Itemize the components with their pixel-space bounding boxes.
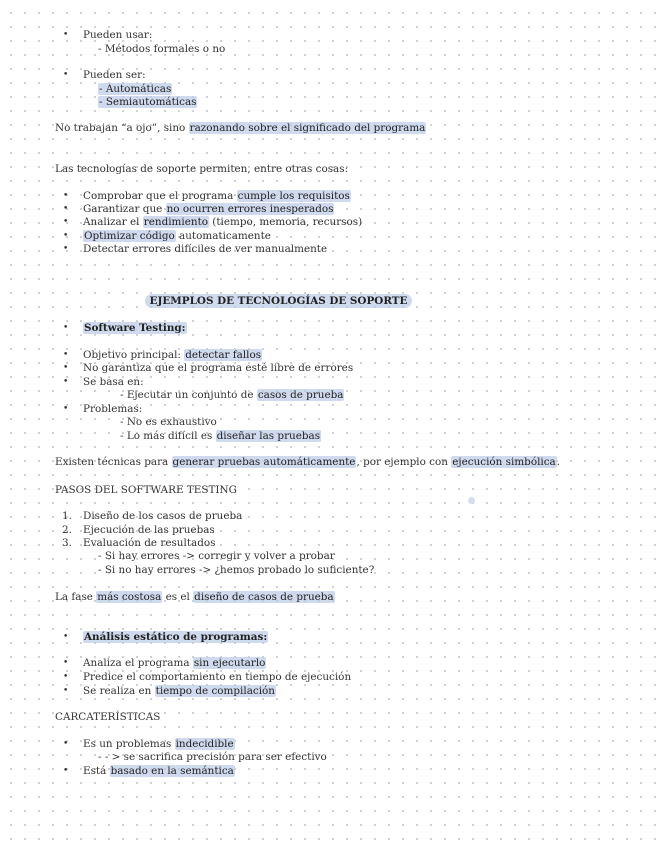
highlight: tiempo de compilación xyxy=(155,685,275,697)
metodos-text: - Métodos formales o no xyxy=(98,43,226,55)
text: automaticamente xyxy=(175,230,271,242)
analisis-item-1 xyxy=(83,657,266,670)
highlight: Software Testing: xyxy=(84,322,186,334)
text: - Ejecutar un conjunto de xyxy=(120,389,257,401)
testing-garantiza: No garantiza que el programa esté libre de errores xyxy=(83,362,354,374)
fase-paragraph xyxy=(55,591,335,604)
text: (tiempo, memoria, recursos) xyxy=(209,216,363,228)
analisis-title xyxy=(83,631,268,644)
text: Se realiza en xyxy=(83,685,155,697)
testing-exhaustivo: - No es exhaustivo xyxy=(120,416,217,428)
soporte-item-3 xyxy=(83,216,362,229)
paso-3a: - Si hay errores -> corregir y volver a probar xyxy=(98,550,335,562)
step-number: 2. xyxy=(62,524,72,536)
text: Analizar el xyxy=(83,216,143,228)
bullet: • xyxy=(63,766,69,776)
highlight: basado en la semántica xyxy=(110,765,234,777)
highlight: diseño de casos de prueba xyxy=(194,591,334,603)
highlight: indecidible xyxy=(175,738,234,750)
highlight: - Semiautomáticas xyxy=(99,96,197,108)
testing-dificil xyxy=(120,430,321,443)
bullet: • xyxy=(63,217,69,227)
bullet: • xyxy=(63,404,69,414)
paso-3: Evaluación de resultados xyxy=(83,537,216,549)
text: . xyxy=(556,456,561,468)
automaticas-text xyxy=(98,83,172,96)
caracteristicas-item-2 xyxy=(83,765,235,778)
highlight: cumple los requisitos xyxy=(237,190,350,202)
text: es el xyxy=(162,591,194,603)
soporte-item-2 xyxy=(83,203,334,216)
bullet: • xyxy=(63,244,69,254)
soporte-item-1 xyxy=(83,190,351,203)
bullet: • xyxy=(63,323,69,333)
bullet: • xyxy=(63,204,69,214)
caracteristicas-subitem: - - > se sacrifica precisión para ser efectivo xyxy=(98,751,327,763)
bullet: • xyxy=(63,231,69,241)
highlight: razonando sobre el significado del programa xyxy=(189,122,426,134)
bullet: • xyxy=(63,739,69,749)
tecnicas-paragraph xyxy=(55,456,560,469)
testing-problemas: Problemas: xyxy=(83,403,143,415)
highlight: - Automáticas xyxy=(99,83,172,95)
text: La fase xyxy=(55,591,97,603)
highlight: más costosa xyxy=(97,591,162,603)
bullet: • xyxy=(63,191,69,201)
pueden-ser-text: Pueden ser: xyxy=(83,69,146,81)
testing-ejecutar xyxy=(120,389,344,402)
paso-3b: - Si no hay errores -> ¿hemos probado lo suficiente? xyxy=(98,564,375,576)
text: , por ejemplo con xyxy=(356,456,452,468)
text: Existen técnicas para xyxy=(55,456,172,468)
heading-text: EJEMPLOS DE TECNOLOGÍAS DE SOPORTE xyxy=(145,294,413,308)
highlight: ejecución simbólica xyxy=(452,456,556,468)
highlight: Análisis estático de programas: xyxy=(84,631,268,643)
dot-marker xyxy=(468,497,475,504)
highlight: rendimiento xyxy=(143,216,208,228)
highlight: Optimizar código xyxy=(84,230,175,242)
paso-2: Ejecución de las pruebas xyxy=(83,524,215,536)
pasos-title: PASOS DEL SOFTWARE TESTING xyxy=(55,484,237,496)
text: - Lo más difícil es xyxy=(120,430,216,442)
caracteristicas-title: CARCATERÍSTICAS xyxy=(55,711,161,723)
bullet: • xyxy=(63,672,69,682)
step-number: 3. xyxy=(62,537,72,549)
step-number: 1. xyxy=(62,510,72,522)
highlight: sin ejecutarlo xyxy=(193,657,266,669)
paso-1: Diseño de los casos de prueba xyxy=(83,510,243,522)
text: Analiza el programa xyxy=(83,657,193,669)
analisis-item-3 xyxy=(83,685,276,698)
text: Comprobar que el programa xyxy=(83,190,237,202)
highlight: no ocurren errores inesperados xyxy=(166,203,334,215)
bullet: • xyxy=(63,686,69,696)
soporte-intro: Las tecnologías de soporte permiten, entre otras cosas: xyxy=(55,163,349,175)
pueden-usar-text: Pueden usar: xyxy=(83,29,153,41)
highlight: casos de prueba xyxy=(257,389,344,401)
semiautomaticas-text xyxy=(98,96,197,109)
bullet: • xyxy=(63,658,69,668)
bullet: • xyxy=(63,70,69,80)
section-heading xyxy=(137,294,420,309)
bullet: • xyxy=(63,377,69,387)
bullet: • xyxy=(63,363,69,373)
bullet: • xyxy=(63,632,69,642)
ojo-paragraph xyxy=(55,122,426,135)
caracteristicas-item-1 xyxy=(83,738,235,751)
highlight: diseñar las pruebas xyxy=(216,430,321,442)
testing-basa: Se basa en: xyxy=(83,376,144,388)
highlight: generar pruebas automáticamente xyxy=(172,456,356,468)
ojo-text: No trabajan “a ojo”, sino xyxy=(55,122,189,134)
text: Está xyxy=(83,765,110,777)
soporte-item-4 xyxy=(83,230,271,243)
bullet: • xyxy=(63,30,69,40)
text: Es un problemas xyxy=(83,738,175,750)
text: Garantizar que xyxy=(83,203,166,215)
bullet: • xyxy=(63,350,69,360)
testing-objetivo xyxy=(83,349,262,362)
text: Objetivo principal: xyxy=(83,349,185,361)
software-testing-title xyxy=(83,322,187,335)
highlight: detectar fallos xyxy=(185,349,262,361)
soporte-item-5: Detectar errores difíciles de ver manualmente xyxy=(83,243,328,255)
analisis-item-2: Predice el comportamiento en tiempo de ejecución xyxy=(83,671,352,683)
